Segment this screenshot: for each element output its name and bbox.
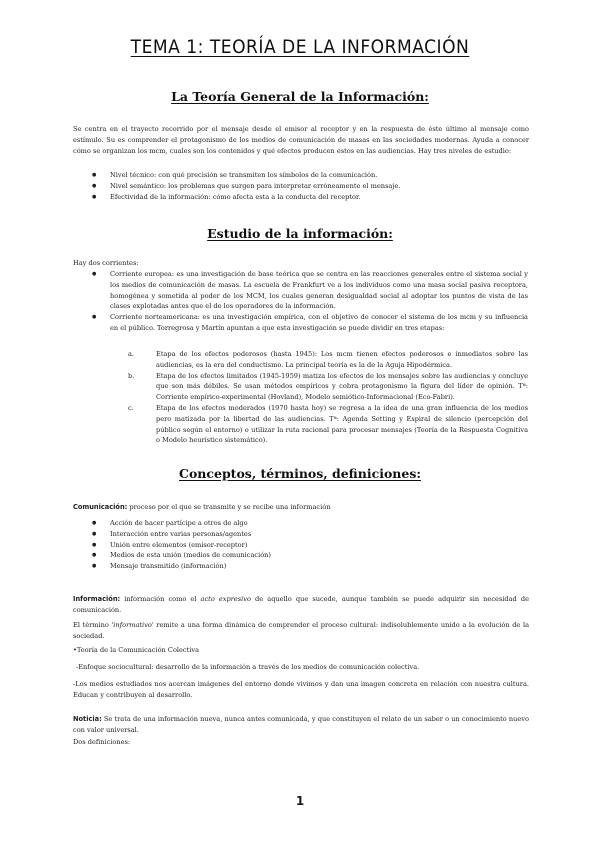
list-item: ● Mensaje transmitido (información) [92,561,528,572]
list-item [128,403,528,446]
currents-list [92,269,528,334]
comunicacion-term: Comunicación: [73,503,128,511]
stage-text: Etapa de los efectos poderosos (hasta 1945): Los mcm tienen efectos poderosos e inmediatos sobre las audiencias, es la era del conductismo. La principal teoría es la de la Aguja Hipodérmica. [156,350,528,369]
section-heading-estudio: Estudio de la información: [207,226,393,241]
list-item [128,371,528,403]
noticia-term: Noticia: [73,715,102,723]
informacion-term: Información: [73,595,121,603]
comunicacion-list [92,518,528,572]
dos-definiciones: Dos definiciones: [73,738,131,746]
list-item: ● Corriente europea: es una investigación de base teórica que se centra en las reacciones generales entre el sistema social y los medios de comunicación de masas. La escuela de Frankfurt ve a los individuos como una masa social pasiva receptora, homogénea y sometida al poder de los MCM, los cuales generan desigualdad social al adoptar los puntos de vista de las clases explotadas antes que el de los operadores de la información. [92,269,528,312]
informativo-text-end: remite a una forma dinámica de comprender el proceso cultural: indisolublemente unido a la evolución de la sociedad. [73,621,529,640]
comunicacion-definition [73,502,529,513]
list-item: ● Unión entre elementos (emisor-receptor) [92,540,528,551]
stage-marker: c. [128,403,134,412]
noticia-text: Se trata de una información nueva, nunca antes comunicada, y que constituyen el relato de un saber o un conocimiento nuevo con valor universal. [73,715,529,734]
list-item: ● Corriente norteamericana: es una investigación empírica, con el objetivo de conocer el sistema de los mcm y su influencia en el público. Torregrosa y Martín apuntan a que esta investigación se puede dividir en tres etapas: [92,312,528,334]
section-heading-teoria-general: La Teoría General de la Información: [171,89,429,104]
informacion-text: información como el [120,595,201,603]
list-item: ● Medios de esta unión (medios de comunicación) [92,550,528,561]
list-item [128,349,528,371]
stages-list [128,349,528,446]
stage-text: Etapa de los efectos moderados (1970 hasta hoy) se regresa a la idea de una gran influencia de los medios pero matizada por la libertad de las audiencias. Tª: Agenda Setting y Espiral de silencio (percepción del público según el entorno) o utilizar la ruta racional para procesar mensajes (Teoría de la Respuesta Cognitiva o Modelo heurístico sistemático). [156,403,528,445]
informacion-emphasis: acto expresivo [200,595,251,603]
noticia-definition [73,714,529,736]
list-item: ● Efectividad de la información: cómo afecta esta a la conducta del receptor. [92,192,528,203]
stage-text: Etapa de los efectos limitados (1945-1959) matiza los efectos de los mensajes sobre las audiencias y concluye que son más débiles. Se usan métodos empíricos y cobra protagonismo la figura del líder de opinión. Tª: Corriente empírico-experimental (Hovland), Modelo semiótico-Informacional (Eco-Fabri). [156,371,528,402]
section-heading-conceptos: Conceptos, términos, definiciones: [179,466,421,481]
medios-paragraph: -Los medios estudiados nos acercan imágenes del entorno donde vivimos y dan una imagen concreta en relación con nuestra cultura. Educan y contribuyen al desarrollo. [73,680,529,699]
comunicacion-text: proceso por el que se transmite y se recibe una información [127,503,331,511]
levels-list [92,170,528,202]
informacion-definition [73,594,529,616]
teoria-comunicacion-colectiva: •Teoría de la Comunicación Colectiva [73,646,200,654]
informativo-text: El término [73,621,112,629]
list-item: ● Nivel técnico: con qué precisión se transmiten los símbolos de la comunicación. [92,170,528,181]
stage-marker: a. [128,350,135,358]
page-number: 1 [295,794,305,808]
estudio-intro: Hay dos corrientes: [73,259,139,267]
list-item: ● Nivel semántico: los problemas que surgen para interpretar erróneamente el mensaje. [92,181,528,192]
page-title: TEMA 1: TEORÍA DE LA INFORMACIÓN [130,36,470,58]
informativo-paragraph [73,620,529,642]
enfoque-line: -Enfoque sociocultural: desarrollo de la información a través de los medios de comunicación colectiva. [76,663,420,671]
list-item: ● Acción de hacer partícipe a otros de algo [92,518,528,529]
teoria-general-intro: Se centra en el trayecto recorrido por el mensaje desde el emisor al receptor y en la respuesta de éste último al mensaje como estímulo. Su es comprender el protagonismo de los medios de comunicación de masas en las sociedades modernas. Ayuda a conocer cómo se organizan los mcm, cuales son los contenidos y qué efectos producen estos en las audiencias. Hay tres niveles de estudio: [73,125,529,155]
informacion-text-end: de aquello que sucede, aunque también se puede adquirir sin necesidad de comunicación. [73,595,529,614]
informativo-emphasis: 'informativo' [111,621,154,629]
stage-marker: b. [128,371,135,380]
list-item: ● Interacción entre varias personas/agentes [92,529,528,540]
